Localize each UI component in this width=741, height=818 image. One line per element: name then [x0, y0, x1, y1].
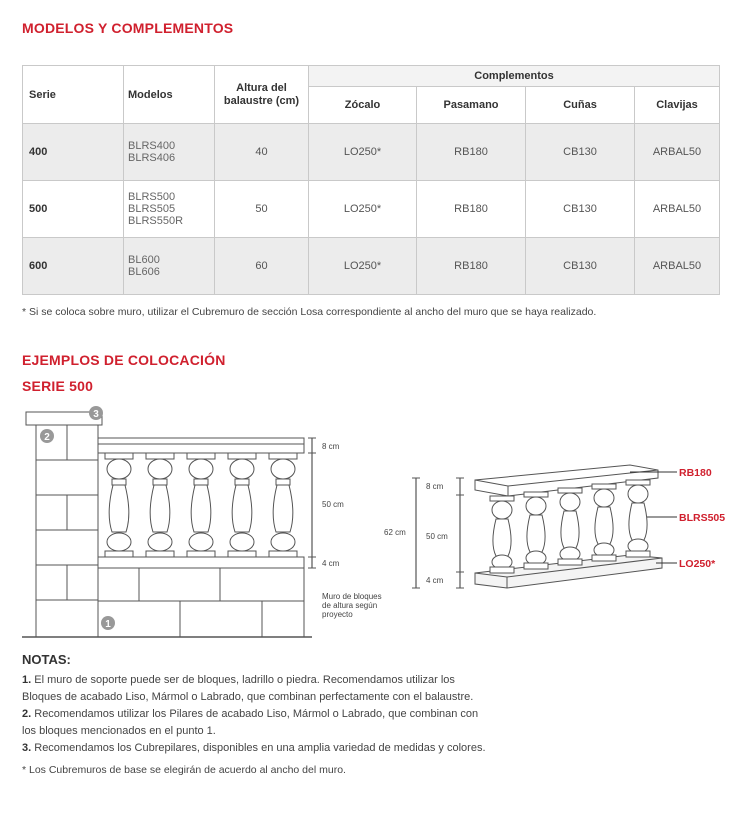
cell-modelos: [124, 124, 215, 181]
notes-list: [22, 672, 492, 779]
dim-mid: 50 cm: [426, 532, 448, 541]
cell-modelos: [124, 181, 215, 238]
notes-title: NOTAS:: [22, 652, 71, 667]
cell-zocalo: LO250*: [309, 124, 417, 181]
cell-cunas: CB130: [526, 181, 635, 238]
model-name: BL606: [128, 266, 160, 278]
notes-footnote: * Los Cubremuros de base se elegirán de acuerdo al ancho del muro.: [22, 764, 346, 776]
wall-note-line1: Muro de bloques: [322, 592, 382, 601]
note-3: [22, 740, 492, 757]
th-zocalo: Zócalo: [309, 87, 417, 124]
th-altura: Altura del balaustre (cm): [215, 66, 309, 124]
table-footnote: * Si se coloca sobre muro, utilizar el Cubremuro de sección Losa correspondiente al ancho del muro que se haya realizado.: [22, 306, 597, 318]
badge-3-text: 3: [93, 409, 99, 420]
cell-pasamano: RB180: [417, 238, 526, 295]
dim-bot: 4 cm: [426, 576, 444, 585]
note-2-number: 2.: [22, 708, 32, 720]
label-baluster: BLRS505: [679, 512, 726, 524]
dim-mid: 50 cm: [322, 500, 344, 509]
note-2-text: Recomendamos utilizar los Pilares de acabado Liso, Mármol o Labrado, que combinan con los bloques mencionados en el punto 1.: [22, 708, 479, 737]
modelos-table: [22, 65, 720, 295]
wall-note-line2: de altura según: [322, 601, 378, 610]
th-serie: Serie: [23, 66, 124, 124]
cell-altura: 50: [215, 181, 309, 238]
badge-1-text: 1: [105, 619, 111, 630]
section-title-ejemplos: EJEMPLOS DE COLOCACIÓN: [22, 352, 226, 368]
cell-altura: 40: [215, 124, 309, 181]
th-modelos: Modelos: [124, 66, 215, 124]
wall-note-line3: proyecto: [322, 610, 353, 619]
cell-serie: 500: [23, 181, 124, 238]
cell-clavijas: ARBAL50: [635, 124, 720, 181]
table-row: [23, 124, 720, 181]
cell-clavijas: ARBAL50: [635, 181, 720, 238]
model-name: BLRS406: [128, 152, 176, 164]
note-1-text: El muro de soporte puede ser de bloques, ladrillo o piedra. Recomendamos utilizar los Bloques de acabado Liso, Mármol o Labrado, que combinan perfectamente con el balaustre.: [22, 674, 474, 703]
note-3-number: 3.: [22, 742, 32, 754]
model-name: BLRS505: [128, 203, 176, 215]
section-title-modelos: MODELOS Y COMPLEMENTOS: [22, 20, 234, 36]
model-name: BLRS500: [128, 191, 176, 203]
table-row: [23, 238, 720, 295]
diagram-isometric-balustrade: [380, 460, 726, 610]
th-cunas: Cuñas: [526, 87, 635, 124]
model-name: BLRS550R: [128, 215, 184, 227]
cell-serie: 600: [23, 238, 124, 295]
dim-top: 8 cm: [426, 482, 444, 491]
cell-zocalo: LO250*: [309, 238, 417, 295]
dim-bot: 4 cm: [322, 559, 340, 568]
cell-clavijas: ARBAL50: [635, 238, 720, 295]
note-1-number: 1.: [22, 674, 32, 686]
model-name: BL600: [128, 254, 160, 266]
section-subtitle-serie: SERIE 500: [22, 378, 94, 394]
cell-cunas: CB130: [526, 238, 635, 295]
cell-pasamano: RB180: [417, 181, 526, 238]
dim-top: 8 cm: [322, 442, 340, 451]
table-row: [23, 181, 720, 238]
dim-total: 62 cm: [384, 528, 406, 537]
cell-pasamano: RB180: [417, 124, 526, 181]
note-2: [22, 706, 492, 740]
th-pasamano: Pasamano: [417, 87, 526, 124]
cell-altura: 60: [215, 238, 309, 295]
badge-2-text: 2: [44, 432, 50, 443]
label-plinth: LO250*: [679, 558, 716, 570]
cell-serie: 400: [23, 124, 124, 181]
cell-zocalo: LO250*: [309, 181, 417, 238]
cell-modelos: [124, 238, 215, 295]
note-3-text: Recomendamos los Cubrepilares, disponibles en una amplia variedad de medidas y colores.: [34, 742, 486, 754]
cell-cunas: CB130: [526, 124, 635, 181]
note-1: [22, 672, 492, 706]
th-clavijas: Clavijas: [635, 87, 720, 124]
model-name: BLRS400: [128, 140, 176, 152]
diagram-wall-balustrade: [0, 400, 390, 645]
label-handrail: RB180: [679, 467, 712, 479]
th-complementos: Complementos: [309, 66, 720, 87]
